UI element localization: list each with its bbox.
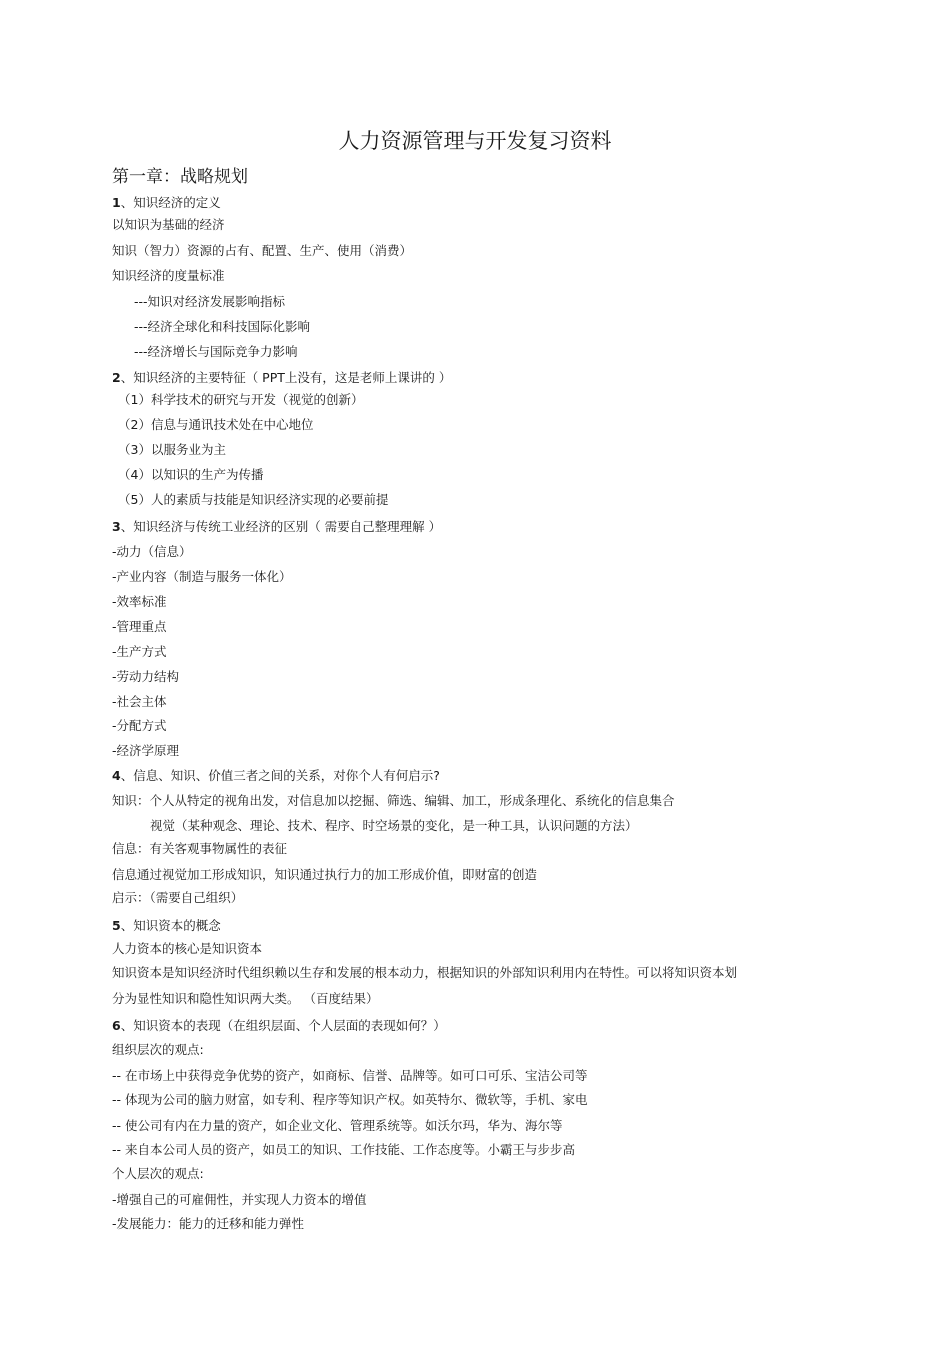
- text-line: 组织层次的观点:: [112, 1042, 204, 1057]
- list-item: -经济学原理: [112, 743, 180, 758]
- text-line: 视觉（某种观念、理论、技术、程序、时空场景的变化，是一种工具，认识问题的方法）: [150, 818, 638, 833]
- section-heading: [112, 917, 221, 935]
- list-item: -- 使公司有内在力量的资产，如企业文化、管理系统等。如沃尔玛，华为、海尔等: [112, 1118, 563, 1133]
- text-line: 人力资本的核心是知识资本: [112, 941, 263, 956]
- section-number: 1: [112, 195, 121, 210]
- list-item: -社会主体: [112, 694, 167, 709]
- text-line: 知识经济的度量标准: [112, 268, 225, 283]
- text-line: 个人层次的观点:: [112, 1166, 204, 1181]
- list-item: -- 来自本公司人员的资产，如员工的知识、工作技能、工作态度等。小霸王与步步高: [112, 1142, 575, 1157]
- list-item: （4）以知识的生产为传播: [118, 467, 264, 482]
- section-title: 、知识经济与传统工业经济的区别（ 需要自己整理理解 ）: [120, 519, 442, 534]
- list-item: -分配方式: [112, 718, 167, 733]
- section-number: 4: [112, 768, 121, 783]
- list-item: （2）信息与通讯技术处在中心地位: [118, 417, 314, 432]
- list-item: -增强自己的可雇佣性，并实现人力资本的增值: [112, 1192, 367, 1207]
- section-number: 3: [112, 519, 121, 534]
- section-number: 5: [112, 918, 121, 933]
- section-title: 、知识资本的概念: [120, 918, 221, 933]
- section-heading: [112, 767, 440, 785]
- text-line: 分为显性知识和隐性知识两大类。 （百度结果）: [112, 991, 379, 1006]
- list-item: ---经济增长与国际竞争力影响: [134, 344, 298, 359]
- section-heading: [112, 369, 451, 387]
- list-item: -产业内容（制造与服务一体化）: [112, 569, 292, 584]
- text-line: 信息：有关客观事物属性的表征: [112, 841, 288, 856]
- section-heading: [112, 518, 441, 536]
- text-line: 知识资本是知识经济时代组织赖以生存和发展的根本动力，根据知识的外部知识利用内在特性。可以将知识资本划: [112, 965, 738, 980]
- section-heading: [112, 1017, 446, 1035]
- list-item: -劳动力结构: [112, 669, 180, 684]
- text-line: 知识（智力）资源的占有、配置、生产、使用（消费）: [112, 243, 413, 258]
- list-item: -发展能力：能力的迁移和能力弹性: [112, 1216, 305, 1231]
- list-item: -- 在市场上中获得竞争优势的资产，如商标、信誉、品牌等。如可口可乐、宝洁公司等: [112, 1068, 588, 1083]
- text-line: 启示：（需要自己组织）: [112, 890, 244, 905]
- list-item: ---知识对经济发展影响指标: [134, 294, 286, 309]
- text-line: 以知识为基础的经济: [112, 217, 225, 232]
- section-title: 、知识资本的表现（在组织层面、个人层面的表现如何？）: [120, 1018, 446, 1033]
- chapter-heading: 第一章：战略规划: [112, 167, 248, 187]
- list-item: -- 体现为公司的脑力财富，如专利、程序等知识产权。如英特尔、微软等，手机、家电: [112, 1092, 588, 1107]
- section-number: 2: [112, 370, 121, 385]
- document-title: 人力资源管理与开发复习资料: [338, 129, 612, 153]
- list-item: （1）科学技术的研究与开发（视觉的创新）: [118, 392, 364, 407]
- section-title: 、知识经济的定义: [120, 195, 221, 210]
- list-item: -动力（信息）: [112, 544, 192, 559]
- list-item: -管理重点: [112, 619, 167, 634]
- text-line: 信息通过视觉加工形成知识，知识通过执行力的加工形成价值，即财富的创造: [112, 867, 538, 882]
- list-item: （5）人的素质与技能是知识经济实现的必要前提: [118, 492, 389, 507]
- text-line: 知识：个人从特定的视角出发，对信息加以挖掘、筛选、编辑、加工，形成条理化、系统化的信息集合: [112, 793, 675, 808]
- section-title: 、信息、知识、价值三者之间的关系，对你个人有何启示?: [120, 768, 440, 783]
- list-item: ---经济全球化和科技国际化影响: [134, 319, 311, 334]
- section-title: 、知识经济的主要特征（ PPT上没有，这是老师上课讲的 ）: [120, 370, 452, 385]
- list-item: （3）以服务业为主: [118, 442, 226, 457]
- section-number: 6: [112, 1018, 121, 1033]
- list-item: -生产方式: [112, 644, 167, 659]
- list-item: -效率标准: [112, 594, 167, 609]
- section-heading: [112, 194, 221, 212]
